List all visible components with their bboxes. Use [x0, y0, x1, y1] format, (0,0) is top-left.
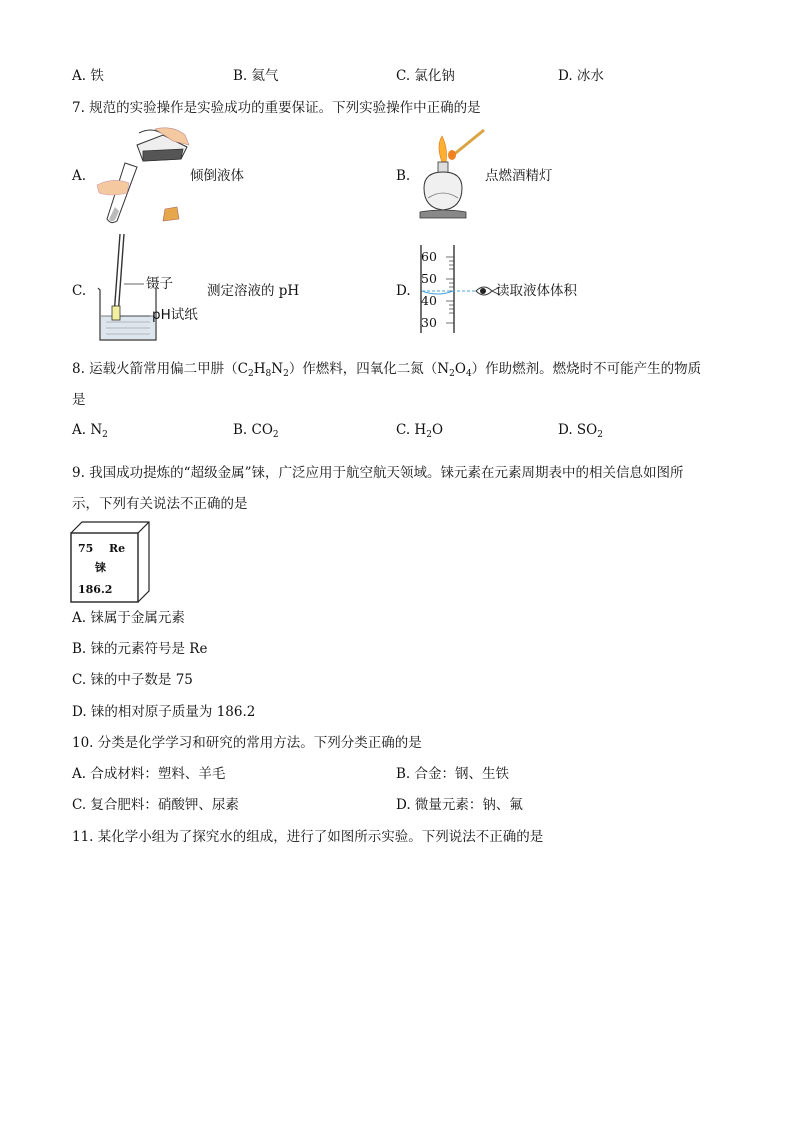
q10-option-c: C. 复合肥料：硝酸钾、尿素 — [72, 797, 239, 813]
q7-option-a-caption: 倾倒液体 — [190, 168, 244, 184]
q7-option-d-caption: 读取液体体积 — [496, 283, 577, 299]
cylinder-tick-30: 30 — [421, 315, 437, 330]
q10-option-a: A. 合成材料：塑料、羊毛 — [72, 766, 226, 782]
q6-option-a: A. 铁 — [72, 68, 104, 84]
q9-option-d: D. 铼的相对原子质量为 186.2 — [72, 704, 256, 720]
ph-paper-label: pH试纸 — [152, 307, 198, 323]
cylinder-tick-40: 40 — [421, 293, 437, 308]
q9-stem-line2: 示，下列有关说法不正确的是 — [72, 496, 248, 512]
q9-option-b: B. 铼的元素符号是 Re — [72, 641, 208, 657]
q8-option-a: A. $N_2$ — [72, 422, 108, 440]
q7-option-c-caption: 测定溶液的 pH — [207, 283, 300, 299]
q6-option-b: B. 氦气 — [233, 68, 279, 84]
q9-option-c: C. 铼的中子数是 75 — [72, 672, 193, 688]
q10-option-d: D. 微量元素：钠、氟 — [396, 797, 523, 813]
q7-stem: 7. 规范的实验操作是实验成功的重要保证。下列实验操作中正确的是 — [72, 100, 481, 116]
tweezers-label: 镊子 — [146, 276, 173, 292]
q11-stem: 11. 某化学小组为了探究水的组成，进行了如图所示实验。下列说法不正确的是 — [72, 829, 544, 845]
q6-option-c: C. 氯化钠 — [396, 68, 455, 84]
element-atomic-number: 75 — [78, 542, 94, 555]
alcohol-lamp-figure — [418, 128, 488, 226]
q8-option-b: B. $CO_2$ — [233, 422, 279, 440]
q7-option-b-caption: 点燃酒精灯 — [485, 168, 553, 184]
q6-option-d: D. 冰水 — [558, 68, 604, 84]
cylinder-tick-50: 50 — [421, 271, 437, 286]
q8-stem-line1: 8. 运载火箭常用偏二甲肼$(C_2H_8N_2)$作燃料，四氧化二氮$(N_2O_4)$作助燃剂。燃烧时不可能产生的物质 — [72, 361, 702, 379]
q10-option-b: B. 合金：钢、生铁 — [396, 766, 510, 782]
q9-option-a: A. 铼属于金属元素 — [72, 610, 185, 626]
q8-option-c: C. $H_2O$ — [396, 422, 444, 440]
q7-option-d-letter: D. — [396, 283, 411, 299]
q7-option-a-letter: A. — [72, 168, 87, 184]
q7-option-b-letter: B. — [396, 168, 411, 184]
element-tile-rhenium — [70, 521, 150, 603]
q7-option-c-letter: C. — [72, 283, 87, 299]
q8-stem-line2: 是 — [72, 392, 86, 408]
pouring-liquid-figure — [95, 127, 195, 229]
q9-stem-line1: 9. 我国成功提炼的“超级金属”铼，广泛应用于航空航天领域。铼元素在元素周期表中的相关信息如图所 — [72, 465, 684, 481]
q8-option-d: D. $SO_2$ — [558, 422, 603, 440]
q10-stem: 10. 分类是化学学习和研究的常用方法。下列分类正确的是 — [72, 735, 422, 751]
cylinder-tick-60: 60 — [421, 249, 437, 264]
element-symbol: Re — [109, 542, 126, 555]
element-atomic-mass: 186.2 — [78, 583, 113, 596]
element-name: 铼 — [95, 561, 106, 574]
